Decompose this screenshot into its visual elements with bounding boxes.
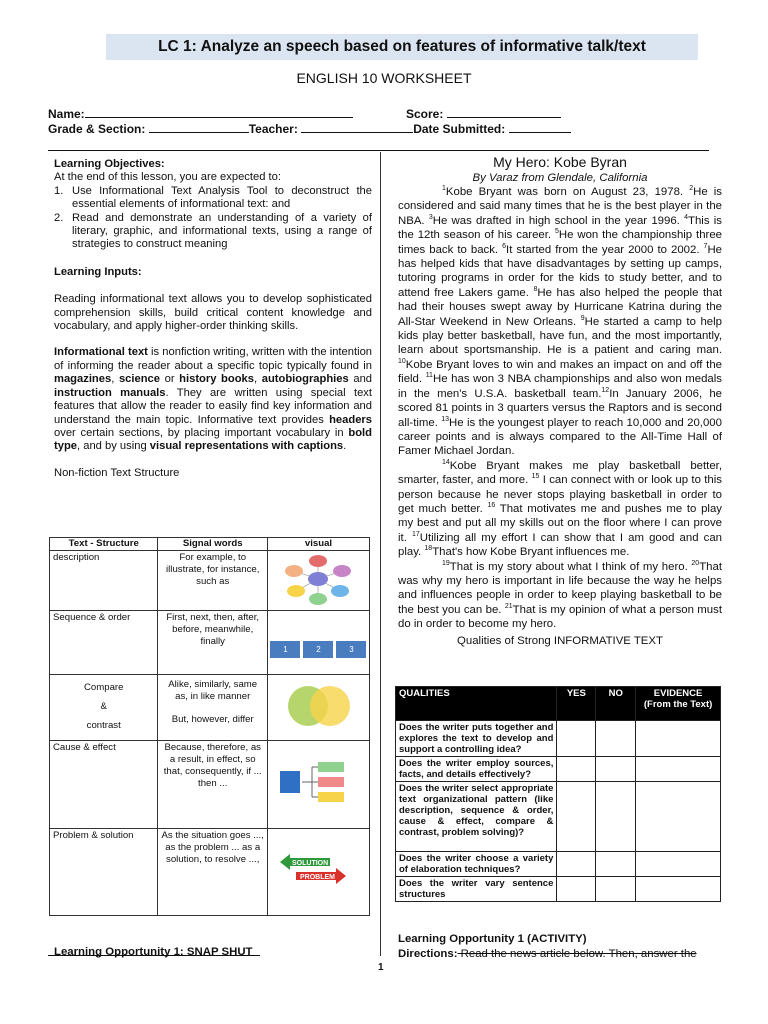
col-header-visual: visual <box>267 538 369 551</box>
left-column <box>54 158 372 480</box>
sentence: That is my opinion of what a person must do in order to become my hero. <box>398 603 722 631</box>
inputs-heading: Learning Inputs: <box>54 265 142 278</box>
objective-item: 2. Read and demonstrate an understanding of a variety of literary, graphic, and informational texts, using a range of strategies to construct meaning <box>54 211 372 251</box>
yes-cell[interactable] <box>557 852 596 877</box>
yes-cell[interactable] <box>557 877 596 902</box>
sentence-number: 2 <box>689 185 694 193</box>
article-paragraph-1 <box>398 185 722 459</box>
problem-solution-visual <box>267 829 369 916</box>
sentence: This is the 12th season of his career. <box>398 214 722 242</box>
no-cell[interactable] <box>596 877 636 902</box>
sentence-number: 16 <box>487 502 496 510</box>
sentence: He has also helped the people that had their houses swept away by Hurricane Katrina during the All-Star Weekend in New Orleans. <box>398 286 722 328</box>
description-visual <box>267 551 369 611</box>
learning-opportunity-right <box>398 932 722 962</box>
solution-arrow-label: SOLUTION <box>291 860 329 867</box>
evidence-cell[interactable] <box>636 757 721 782</box>
sentence: He is the youngest player to reach 10,000 and 20,000 career points and is always compared to the All-Time Hall of Famer Michael Jordan. <box>398 416 722 458</box>
sentence: Kobe Bryant makes me play basketball better, smarter, faster, and more. <box>398 459 722 487</box>
yes-cell[interactable] <box>557 782 596 852</box>
sentence-number: 6 <box>502 242 507 250</box>
sequence-visual <box>267 611 369 675</box>
no-cell[interactable] <box>596 852 636 877</box>
objective-item: 1. Use Informational Text Analysis Tool to deconstruct the essential elements of informational text: and <box>54 184 372 211</box>
sentence: He is considered and said many times that he is the best player in the NBA. <box>398 186 722 227</box>
col-header-no: NO <box>596 687 636 721</box>
sentence-number: 1 <box>442 185 446 193</box>
objectives-heading: Learning Objectives: <box>54 158 165 170</box>
score-field[interactable] <box>447 106 561 118</box>
col-header-evidence: EVIDENCE (From the Text) <box>636 687 721 721</box>
text-structure-table <box>49 537 370 916</box>
name-field-row <box>48 106 353 121</box>
date-label: Date Submitted: <box>413 122 506 136</box>
article-paragraph-2 <box>398 459 722 560</box>
lo-left-rule <box>48 955 260 956</box>
nonfiction-heading: Non-fiction Text Structure <box>54 466 180 479</box>
sentence-number: 19 <box>442 559 450 567</box>
sentence: Kobe Bryant loves to win and makes an impact on and off the field. <box>398 358 722 386</box>
sentence: Kobe Bryant was born on August 23, 1978. <box>445 186 690 198</box>
objectives-intro: At the end of this lesson, you are expected to: <box>54 171 282 184</box>
qualities-title: Qualities of Strong INFORMATIVE TEXT <box>457 634 663 647</box>
informational-text-paragraph: Informational text is nonfiction writing, written with the intention of informing the reader about a specific topic typically found in magazines, science or history books, autobiographies and instruction manuals. They are written using special text features that allow the reader to easily find key information and understand the main topic. Informative text provides headers over certain sections, by placing important vocabulary in bold type, and by using visual representations with captions. <box>54 346 373 453</box>
problem-arrow-label: PROBLEM <box>299 874 335 881</box>
step-box: 1 <box>270 641 300 658</box>
evidence-cell[interactable] <box>636 852 721 877</box>
cause-effect-icon <box>268 753 368 813</box>
sentence-number: 17 <box>411 530 420 538</box>
table-row: Compare & contrast Alike, similarly, same as, in like manner But, however, differ <box>50 675 370 741</box>
table-row: description For example, to illustrate, for instance, such as <box>50 551 370 611</box>
name-field[interactable] <box>85 106 353 118</box>
sentence: That motivates me and pushes me to play my best and put all my skills out on the floor where I can prove it. <box>398 502 722 544</box>
no-cell[interactable] <box>596 757 636 782</box>
sentence: He has helped kids that have disadvantages by setting up camps, tutoring programs in order for the kids to study better, and to attend free Lakers game. <box>398 243 722 299</box>
header-divider <box>48 150 709 151</box>
sentence-number: 8 <box>533 286 538 294</box>
sentence-number: 14 <box>442 458 450 466</box>
table-row: Does the writer employ sources, facts, and details effectively? <box>396 757 721 782</box>
sentence: That is my story about what I think of my hero. <box>449 560 692 573</box>
lesson-banner: LC 1: Analyze an speech based on features of informative talk/text <box>106 34 698 60</box>
col-header-structure: Text - Structure <box>50 538 158 551</box>
name-label: Name: <box>48 107 85 121</box>
sentence-number: 18 <box>424 545 433 553</box>
evidence-cell[interactable] <box>636 877 721 902</box>
table-row: Does the writer choose a variety of elaboration techniques? <box>396 852 721 877</box>
sentence-number: 4 <box>684 214 688 222</box>
sentence-number: 9 <box>580 314 585 322</box>
step-box: 2 <box>303 641 333 658</box>
cause-effect-visual <box>267 741 369 829</box>
sentence-number: 15 <box>531 473 540 481</box>
venn-visual <box>267 675 369 741</box>
sentence: He won the championship three times back to back. <box>398 229 723 256</box>
grade-label: Grade & Section: <box>48 122 146 136</box>
no-cell[interactable] <box>596 721 636 757</box>
sentence: It started from the year 2000 to 2002. <box>506 243 704 256</box>
sentence-number: 20 <box>691 559 700 567</box>
sentence-number: 12 <box>601 386 610 394</box>
objectives-list <box>54 185 372 252</box>
sentence-number: 21 <box>504 602 513 610</box>
right-column <box>398 154 722 648</box>
teacher-label: Teacher: <box>248 122 298 136</box>
qualities-table <box>395 686 721 902</box>
sentence: That was why my hero is important in life because the way he helps and influences people in order to keep playing basketball to be the best you can be. <box>398 560 722 616</box>
grade-field[interactable] <box>149 121 249 133</box>
grade-row <box>48 121 571 136</box>
sentence-number: 5 <box>554 228 559 236</box>
learning-opportunity-left: Learning Opportunity 1: SNAP SHUT <box>54 946 253 958</box>
article-title: My Hero: Kobe Byran <box>493 154 627 170</box>
page-number: 1 <box>378 962 384 973</box>
column-divider <box>380 152 381 956</box>
score-field-row <box>406 106 561 121</box>
sentence: I can connect with or look up to this person because he never stops playing basketball in order to get much better. <box>398 474 722 515</box>
inputs-paragraph: Reading informational text allows you to develop sophisticated comprehension skills, build critical content knowledge and vocabulary, and apply higher-order thinking skills. <box>54 293 372 333</box>
sentence-number: 3 <box>428 214 433 222</box>
step-box: 3 <box>336 641 366 658</box>
article-paragraph-3 <box>398 560 722 632</box>
yes-cell[interactable] <box>557 721 596 757</box>
sentence: He started a camp to help kids play better basketball, have fun, and the most importantly, learn about sportsmanship. He is a patient and caring man. <box>398 315 722 357</box>
sentence-number: 10 <box>398 358 406 366</box>
teacher-field[interactable] <box>301 121 413 133</box>
col-header-yes: YES <box>557 687 596 721</box>
sentence: He was drafted in high school in the year 1996. <box>432 214 685 227</box>
score-label: Score: <box>406 107 444 121</box>
table-row: Cause & effect Because, therefore, as a result, in effect, so that, consequently, if ... then ... <box>50 741 370 829</box>
no-cell[interactable] <box>596 782 636 852</box>
table-row: Sequence & order First, next, then, after, before, meanwhile, finally 1 2 3 <box>50 611 370 675</box>
venn-diagram-icon <box>268 676 368 736</box>
yes-cell[interactable] <box>557 757 596 782</box>
sentence-number: 7 <box>703 242 708 250</box>
cluster-diagram-icon <box>268 551 368 606</box>
sentence: He has won 3 NBA championships and also won medals in the men's U.S.A. basketball team. <box>398 373 722 400</box>
directions: Directions: Read the news article below. Then, answer the <box>398 948 697 960</box>
problem-solution-arrows-icon <box>268 840 368 900</box>
sentence: In January 2006, he scored 81 points in 3 quarters versus the Raptors and is second all-time. <box>398 387 722 429</box>
col-header-signals: Signal words <box>158 538 268 551</box>
date-field[interactable] <box>509 121 571 133</box>
worksheet-title: ENGLISH 10 WORKSHEET <box>296 70 472 86</box>
evidence-cell[interactable] <box>636 721 721 757</box>
sentence: That's how Kobe Bryant influences me. <box>432 546 630 559</box>
table-row: Does the writer select appropriate text organizational pattern (like description, sequence & order, cause & effect, compare & contrast, problem solving)? <box>396 782 721 852</box>
table-row: Does the writer puts together and explores the text to develop and support a controlling idea? <box>396 721 721 757</box>
evidence-cell[interactable] <box>636 782 721 852</box>
sentence: Utilizing all my effort I can show that I am good and can play. <box>398 531 722 559</box>
sentence-number: 13 <box>441 415 450 423</box>
lo-right-heading: Learning Opportunity 1 (ACTIVITY) <box>398 933 587 945</box>
col-header-qualities: QUALITIES <box>396 687 557 721</box>
article-byline: By Varaz from Glendale, California <box>472 172 648 184</box>
table-row: Problem & solution As the situation goes ..., as the problem ... as a solution, to resolve ..., SOLUTION PROBLEM <box>50 829 370 916</box>
table-row: Does the writer vary sentence structures <box>396 877 721 902</box>
sentence-number: 11 <box>425 372 433 380</box>
